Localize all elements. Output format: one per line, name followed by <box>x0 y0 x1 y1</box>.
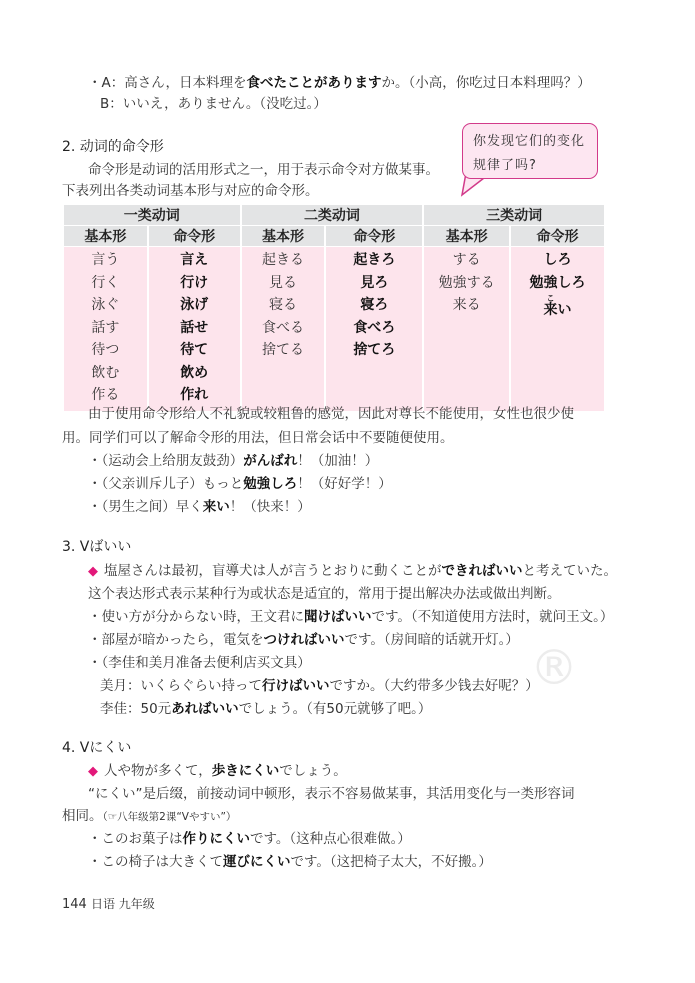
command-form-cell: 見ろ <box>360 274 389 291</box>
basic-form-cell: 見る <box>268 274 297 291</box>
basic-form-cell: 作る <box>91 387 120 403</box>
example-sentence <box>88 829 411 849</box>
grammar-highlight: 来い <box>202 499 230 515</box>
grammar-highlight: 作りにくい <box>182 831 250 847</box>
grammar-highlight: あればいい <box>171 701 239 717</box>
command-form-cell: 寝ろ <box>360 297 389 313</box>
group-header: 三类动词 <box>424 205 604 225</box>
text-segment: か。（小高，你吃过日本料理吗？） <box>381 75 591 91</box>
group-header: 二类动词 <box>242 205 423 225</box>
basic-form-cell: 飲む <box>91 364 120 381</box>
section3-explanation: 这个表达形式表示某种行为或状态是适宜的，常用于提出解决办法或做出判断。 <box>88 586 561 602</box>
subheader: 基本形 <box>64 226 147 246</box>
basic-form-cell: 捨てる <box>261 342 304 358</box>
text-segment: ・部屋が暗かったら，電気を <box>88 632 264 648</box>
cross-reference: （☞八年级第2课“Vやすい”） <box>102 811 237 823</box>
page-number: 144 <box>62 897 87 912</box>
subheader: 命令形 <box>511 226 604 246</box>
text-segment: ！（加油！） <box>297 453 379 469</box>
text-segment: ・（父亲训斥儿子）もっと <box>88 476 244 492</box>
command-form-cell: 勉強しろ <box>529 274 586 291</box>
section2-para4: 用。同学们可以了解命令形的用法，但日常会话中不要随便使用。 <box>62 430 454 446</box>
command-form-cell: 話せ <box>180 319 209 336</box>
example-sentence <box>88 451 378 471</box>
explanation-text: 相同。 <box>62 808 103 824</box>
grammar-highlight: 歩きにくい <box>211 763 280 779</box>
text-segment: ・この椅子は大きくて <box>88 854 223 870</box>
section4-explanation-cont <box>62 806 236 827</box>
column-basic-2 <box>242 247 325 411</box>
text-segment: と考えていた。 <box>522 563 617 579</box>
table-group-header-row <box>64 205 604 225</box>
section2-para1: 命令形是动词的活用形式之一，用于表示命令对方做某事。 <box>88 162 439 178</box>
dialog-line-b <box>100 94 327 114</box>
text-segment: でしょう。 <box>279 763 347 779</box>
section3-key-sentence <box>88 561 617 582</box>
example-sentence <box>88 630 519 650</box>
watermark-registered-icon: ® <box>530 640 578 696</box>
grammar-highlight: できればいい <box>441 563 523 579</box>
basic-form-cell: 寝る <box>268 297 297 313</box>
text-segment: ・（李佳和美月准备去便利店买文具） <box>88 655 311 671</box>
text-segment: ・使い方が分からない時，王文君に <box>88 609 304 625</box>
text-segment: B：いいえ，ありません。（没吃过。） <box>100 96 327 112</box>
command-form-cell: 待て <box>180 342 209 358</box>
group-header: 一类动词 <box>64 205 240 225</box>
section2-para2: 下表列出各类动词基本形与对应的命令形。 <box>62 183 319 199</box>
verb-command-form-table <box>62 204 606 412</box>
grammar-highlight: つければいい <box>263 632 345 648</box>
basic-form-cell: 行く <box>91 274 120 291</box>
subheader: 命令形 <box>326 226 422 246</box>
text-segment: です。（这把椅子太大，不好搬。） <box>290 854 492 870</box>
bubble-text: 你发现它们的变化规律了吗? <box>473 134 586 173</box>
text-segment: 人や物が多くて， <box>104 763 212 779</box>
table-body-row <box>64 247 604 411</box>
basic-form-cell: 勉強する <box>438 274 495 291</box>
section4-key-sentence <box>88 761 347 782</box>
text-segment: 美月：いくらぐらい持って <box>100 678 262 694</box>
diamond-icon: ◆ <box>88 564 98 579</box>
command-form-cell: 言え <box>180 252 209 268</box>
text-segment: ・（运动会上给朋友鼓劲） <box>88 453 244 469</box>
key-sentence-text <box>104 563 617 579</box>
command-form-cell: 泳げ <box>180 297 209 313</box>
subheader: 基本形 <box>242 226 325 246</box>
command-form-cell: 飲め <box>180 364 209 381</box>
book-title: 日语 九年级 <box>90 897 155 911</box>
example-sentence <box>88 474 392 494</box>
basic-form-cell: 食べる <box>261 319 304 336</box>
text-segment: ・（男生之间）早く <box>88 499 203 515</box>
dialog-line-a <box>88 73 591 93</box>
text-segment: です。（不知道使用方法时，就问王文。） <box>371 609 614 625</box>
example-sentence <box>88 607 613 627</box>
speech-bubble <box>462 123 598 179</box>
kuru-command-with-furigana: 来こ <box>543 294 558 318</box>
column-command-1 <box>149 247 240 411</box>
command-form-cell: 食べろ <box>353 319 396 336</box>
grammar-highlight: 運びにくい <box>223 854 291 870</box>
table-subheader-row <box>64 226 604 246</box>
text-segment: ！（快来！） <box>229 499 311 515</box>
command-form-cell: 捨てろ <box>353 342 396 358</box>
text-segment: でしょう。（有50元就够了吧。） <box>238 701 432 717</box>
text-segment: です。（这种点心很难做。） <box>250 831 411 847</box>
basic-form-cell: 起きる <box>261 252 304 268</box>
command-form-cell: 起きろ <box>353 252 396 268</box>
column-basic-1 <box>64 247 147 411</box>
column-command-3 <box>511 247 604 411</box>
diamond-icon: ◆ <box>88 764 98 779</box>
subheader: 命令形 <box>149 226 240 246</box>
command-form-cell: 来こい <box>543 294 572 318</box>
section2-heading: 2. 动词的命令形 <box>62 139 164 155</box>
section4-explanation: “にくい”是后缀，前接动词中顿形，表示不容易做某事，其活用变化与一类形容词 <box>88 786 575 802</box>
text-segment: ！（好好学！） <box>297 476 392 492</box>
example-sentence <box>88 497 311 517</box>
page-footer <box>62 895 155 912</box>
column-basic-3 <box>424 247 509 411</box>
basic-form-cell: 話す <box>91 319 120 336</box>
example-dialog-line <box>100 676 539 696</box>
section2-para3: 由于使用命令形给人不礼貌或较粗鲁的感觉，因此对尊长不能使用，女性也很少使 <box>88 406 574 422</box>
key-sentence-text <box>104 763 347 779</box>
basic-form-cell: 来る <box>452 297 481 313</box>
basic-form-cell: 泳ぐ <box>91 297 120 313</box>
grammar-highlight: 行けばいい <box>262 678 330 694</box>
text-segment: 李佳：50元 <box>100 701 172 717</box>
subheader: 基本形 <box>424 226 509 246</box>
grammar-highlight: 食べたことがあります <box>246 75 382 91</box>
command-form-cell: しろ <box>543 252 572 268</box>
text-segment: ですか。（大约带多少钱去好呢？） <box>329 678 539 694</box>
grammar-highlight: 勉強しろ <box>243 476 298 492</box>
grammar-highlight: がんばれ <box>243 453 298 469</box>
text-segment: 塩屋さんは最初，盲導犬は人が言うとおりに動くことが <box>104 563 442 579</box>
example-sentence <box>88 852 492 872</box>
example-dialog-line <box>100 699 431 719</box>
furigana: こ <box>543 294 558 303</box>
section3-heading: 3. Vばいい <box>62 539 132 555</box>
text-segment: です。（房间暗的话就开灯。） <box>344 632 519 648</box>
basic-form-cell: 言う <box>91 252 120 268</box>
column-command-2 <box>326 247 422 411</box>
basic-form-cell: する <box>452 252 481 268</box>
example-sentence <box>88 653 311 673</box>
basic-form-cell: 待つ <box>91 342 120 358</box>
section4-heading: 4. Vにくい <box>62 740 132 756</box>
command-form-cell: 行け <box>180 274 209 291</box>
text-segment: ・A：高さん，日本料理を <box>88 75 247 91</box>
command-form-cell: 作れ <box>180 387 209 403</box>
grammar-highlight: 聞けばいい <box>304 609 372 625</box>
text-segment: ・このお菓子は <box>88 831 183 847</box>
